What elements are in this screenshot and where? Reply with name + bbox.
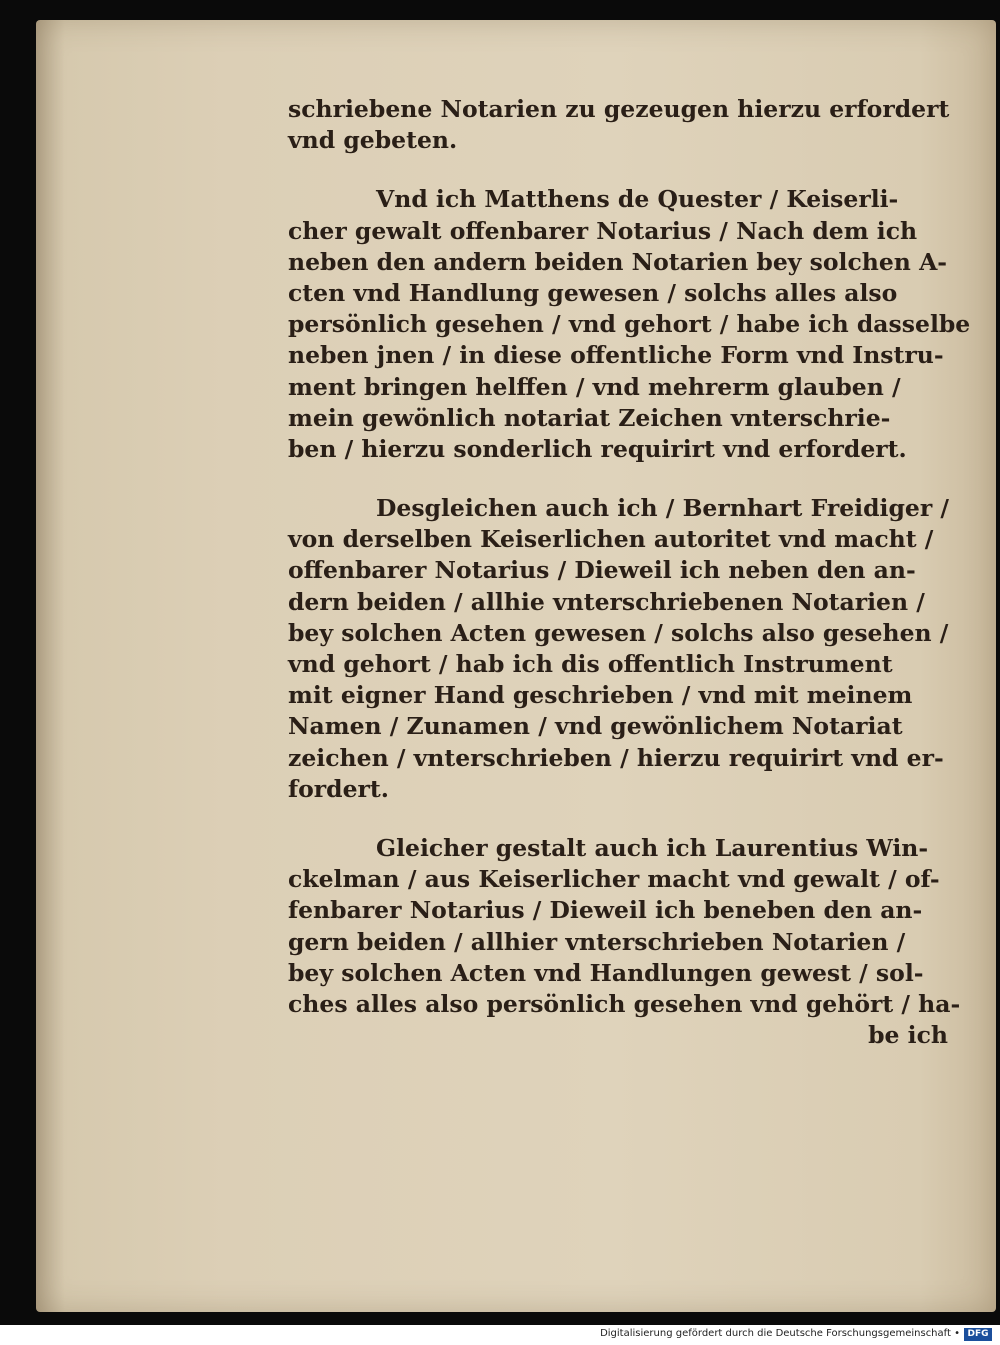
text-line: gern beiden / allhier vnterschrieben Notarien / xyxy=(288,927,906,956)
text-line: ches alles also persönlich gesehen vnd gehört / ha- xyxy=(288,989,961,1018)
text-line: cher gewalt offenbarer Notarius / Nach dem ich xyxy=(288,216,918,245)
digitization-credit: Digitalisierung gefördert durch die Deutsche Forschungsgemeinschaft • xyxy=(600,1328,960,1339)
text-line: bey solchen Acten vnd Handlungen gewest / sol- xyxy=(288,958,924,987)
text-line: neben den andern beiden Notarien bey solchen A- xyxy=(288,247,948,276)
text-line: ment bringen helffen / vnd mehrerm glauben / xyxy=(288,372,901,401)
text-line: von derselben Keiserlichen autoritet vnd macht / xyxy=(288,525,934,554)
catchword: be ich xyxy=(868,1021,948,1050)
text-line: zeichen / vnterschrieben / hierzu requirirt vnd er- xyxy=(288,743,944,772)
text-line: ckelman / aus Keiserlicher macht vnd gewalt / of- xyxy=(288,865,940,894)
text-line: persönlich gesehen / vnd gehort / habe ich dasselbe xyxy=(288,310,971,339)
paragraph-freidiger xyxy=(288,493,948,805)
paragraph-matthens xyxy=(288,184,971,465)
paragraph-gap xyxy=(288,805,948,833)
text-line: dern beiden / allhie vnterschriebenen Notarien / xyxy=(288,587,925,616)
dfg-logo: DFG xyxy=(964,1328,992,1341)
text-line: ben / hierzu sonderlich requirirt vnd erfordert. xyxy=(288,434,907,463)
document-page xyxy=(36,20,996,1312)
paragraph-opening xyxy=(288,94,948,156)
text-line: mein gewönlich notariat Zeichen vnterschrie- xyxy=(288,403,891,432)
paragraph-winckelman xyxy=(288,833,961,1051)
text-line: cten vnd Handlung gewesen / solchs alles also xyxy=(288,278,898,307)
text-line: offenbarer Notarius / Dieweil ich neben den an- xyxy=(288,556,916,585)
footer-bar xyxy=(0,1325,1000,1345)
text-line: neben jnen / in diese offentliche Form vnd Instru- xyxy=(288,341,944,370)
text-line: mit eigner Hand geschrieben / vnd mit meinem xyxy=(288,681,913,710)
paragraph-gap xyxy=(288,465,948,493)
paragraph-gap xyxy=(288,156,948,184)
text-line: schriebene Notarien zu gezeugen hierzu erfordert xyxy=(288,95,950,123)
text-line: Gleicher gestalt auch ich Laurentius Win- xyxy=(376,833,929,862)
text-line: Vnd ich Matthens de Quester / Keiserli- xyxy=(376,185,899,214)
text-line: bey solchen Acten gewesen / solchs also gesehen / xyxy=(288,618,949,647)
text-line: vnd gehort / hab ich dis offentlich Instrument xyxy=(288,650,893,678)
text-line: Desgleichen auch ich / Bernhart Freidiger / xyxy=(376,494,949,523)
text-line: fenbarer Notarius / Dieweil ich beneben den an- xyxy=(288,896,923,925)
text-line: fordert. xyxy=(288,774,389,803)
document-text xyxy=(288,94,971,1051)
text-line: vnd gebeten. xyxy=(288,126,458,155)
text-line: Namen / Zunamen / vnd gewönlichem Notariat xyxy=(288,712,903,741)
